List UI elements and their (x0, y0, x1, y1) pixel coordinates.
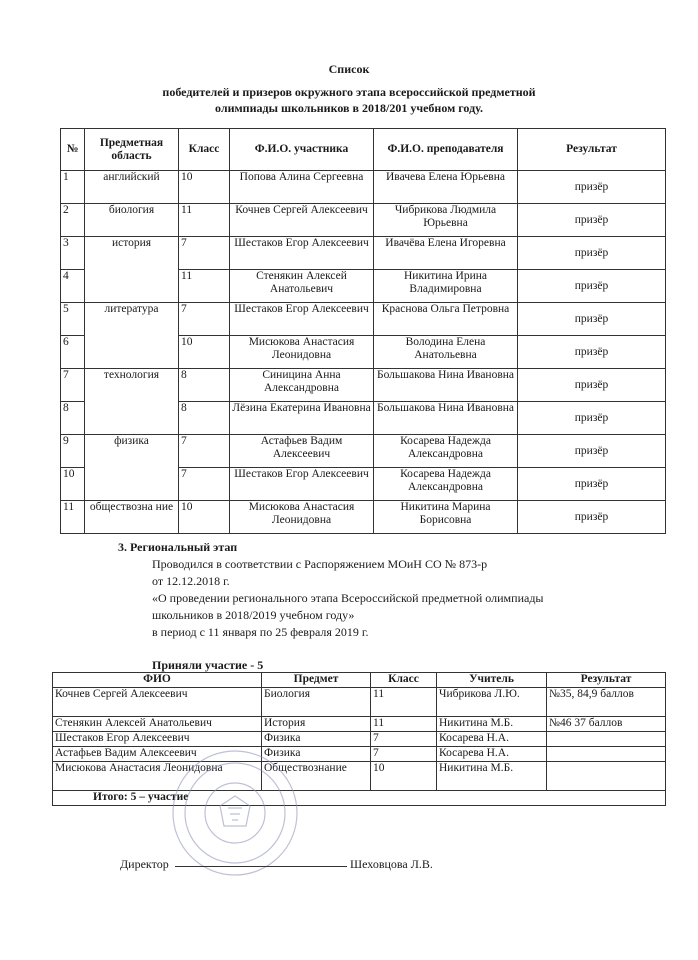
row-result: призёр (518, 171, 666, 204)
table-row (53, 732, 666, 747)
row-result: призёр (518, 303, 666, 336)
row-subject: Биология (262, 688, 371, 717)
row-subject: физика (85, 435, 179, 501)
row-grade: 10 (179, 336, 230, 369)
row-subject: литература (85, 303, 179, 369)
row-num: 11 (61, 501, 85, 534)
row-participant: Мисюкова Анастасия Леонидовна (230, 501, 374, 534)
row-grade: 7 (371, 747, 437, 762)
row-subject: История (262, 717, 371, 732)
section-line-4: школьников в 2018/2019 учебном году» (152, 608, 355, 622)
row-num: 10 (61, 468, 85, 501)
row-teacher: Косарева Н.А. (437, 732, 547, 747)
row-subject: Физика (262, 747, 371, 762)
row-teacher: Никитина М.Б. (437, 762, 547, 791)
participants-count: Приняли участие - 5 (152, 658, 264, 672)
row-teacher: Чибрикова Л.Ю. (437, 688, 547, 717)
row-grade: 11 (179, 270, 230, 303)
table-row (61, 171, 666, 204)
row-num: 7 (61, 369, 85, 402)
table-row (61, 237, 666, 270)
row-teacher: Ивачева Елена Юрьевна (374, 171, 518, 204)
doc-subtitle-2: олимпиады школьников в 2018/201 учебном году. (215, 101, 483, 115)
row-result: №35, 84,9 баллов (547, 688, 666, 717)
row-grade: 11 (371, 688, 437, 717)
row-grade: 10 (371, 762, 437, 791)
row-result (547, 747, 666, 762)
row-name: Стенякин Алексей Анатольевич (53, 717, 262, 732)
row-result: призёр (518, 204, 666, 237)
row-result (547, 762, 666, 791)
table-total-row (53, 791, 666, 806)
row-participant: Шестаков Егор Алексеевич (230, 303, 374, 336)
row-grade: 7 (179, 303, 230, 336)
row-result: призёр (518, 336, 666, 369)
total-text: Итого: 5 – участие (53, 791, 666, 806)
row-name: Кочнев Сергей Алексеевич (53, 688, 262, 717)
row-name: Астафьев Вадим Алексеевич (53, 747, 262, 762)
table-row (61, 204, 666, 237)
col-header-grade: Класс (179, 129, 230, 171)
col-header-teacher: Ф.И.О. преподавателя (374, 129, 518, 171)
row-grade: 10 (179, 171, 230, 204)
row-teacher: Краснова Ольга Петровна (374, 303, 518, 336)
row-result (547, 732, 666, 747)
row-result: призёр (518, 435, 666, 468)
row-num: 3 (61, 237, 85, 270)
row-participant: Кочнев Сергей Алексеевич (230, 204, 374, 237)
row-result: призёр (518, 402, 666, 435)
official-stamp (170, 748, 300, 878)
row-grade: 8 (179, 369, 230, 402)
col-header-result: Результат (547, 673, 666, 688)
section-line-2: от 12.12.2018 г. (152, 574, 230, 588)
col-header-participant: Ф.И.О. участника (230, 129, 374, 171)
row-subject: технология (85, 369, 179, 435)
section-line-5: в период с 11 января по 25 февраля 2019 г. (152, 625, 369, 639)
doc-subtitle-1: победителей и призеров окружного этапа всероссийской предметной (162, 85, 536, 99)
section-heading: 3. Региональный этап (118, 540, 238, 554)
director-name: Шеховцова Л.В. (350, 857, 433, 871)
row-participant: Шестаков Егор Алексеевич (230, 237, 374, 270)
row-participant: Шестаков Егор Алексеевич (230, 468, 374, 501)
row-num: 4 (61, 270, 85, 303)
row-subject: Физика (262, 732, 371, 747)
row-subject: Обществознание (262, 762, 371, 791)
signature-line (175, 866, 347, 867)
row-teacher: Большакова Нина Ивановна (374, 402, 518, 435)
row-subject: английский (85, 171, 179, 204)
col-header-num: № (61, 129, 85, 171)
row-subject: история (85, 237, 179, 303)
table-row (61, 501, 666, 534)
row-result: призёр (518, 468, 666, 501)
row-teacher: Володина Елена Анатольевна (374, 336, 518, 369)
row-result: призёр (518, 270, 666, 303)
row-teacher: Косарева Надежда Александровна (374, 468, 518, 501)
row-grade: 7 (179, 435, 230, 468)
row-result: призёр (518, 237, 666, 270)
row-participant: Синицина Анна Александровна (230, 369, 374, 402)
row-teacher: Чибрикова Людмила Юрьевна (374, 204, 518, 237)
col-header-name: ФИО (53, 673, 262, 688)
row-teacher: Косарева Надежда Александровна (374, 435, 518, 468)
row-teacher: Никитина Марина Борисовна (374, 501, 518, 534)
doc-title: Список (328, 62, 370, 76)
row-num: 8 (61, 402, 85, 435)
col-header-teacher: Учитель (437, 673, 547, 688)
row-grade: 7 (371, 732, 437, 747)
row-num: 2 (61, 204, 85, 237)
row-num: 9 (61, 435, 85, 468)
row-num: 6 (61, 336, 85, 369)
row-subject: обществозна ние (85, 501, 179, 534)
col-header-subject: Предмет (262, 673, 371, 688)
row-grade: 11 (179, 204, 230, 237)
row-grade: 7 (179, 468, 230, 501)
col-header-result: Результат (518, 129, 666, 171)
table-row (61, 303, 666, 336)
row-name: Мисюкова Анастасия Леонидовна (53, 762, 262, 791)
row-grade: 7 (179, 237, 230, 270)
row-teacher: Никитина М.Б. (437, 717, 547, 732)
director-label: Директор (120, 857, 169, 871)
winners-table (60, 128, 666, 534)
row-teacher: Большакова Нина Ивановна (374, 369, 518, 402)
col-header-grade: Класс (371, 673, 437, 688)
row-num: 5 (61, 303, 85, 336)
table-row (53, 717, 666, 732)
row-participant: Мисюкова Анастасия Леонидовна (230, 336, 374, 369)
section-line-3: «О проведении регионального этапа Всероссийской предметной олимпиады (152, 591, 544, 605)
row-participant: Попова Алина Сергеевна (230, 171, 374, 204)
row-grade: 10 (179, 501, 230, 534)
section-line-1: Проводился в соответствии с Распоряжением МОиН СО № 873-р (152, 557, 488, 571)
row-participant: Астафьев Вадим Алексеевич (230, 435, 374, 468)
table-row (53, 688, 666, 717)
row-grade: 8 (179, 402, 230, 435)
row-teacher: Косарева Н.А. (437, 747, 547, 762)
row-grade: 11 (371, 717, 437, 732)
row-participant: Стенякин Алексей Анатольевич (230, 270, 374, 303)
table-row (53, 762, 666, 791)
regional-table (52, 672, 666, 806)
row-participant: Лёзина Екатерина Ивановна (230, 402, 374, 435)
col-header-subject: Предметная область (85, 129, 179, 171)
row-teacher: Никитина Ирина Владимировна (374, 270, 518, 303)
row-result: призёр (518, 501, 666, 534)
row-num: 1 (61, 171, 85, 204)
row-result: №46 37 баллов (547, 717, 666, 732)
table-row (61, 435, 666, 468)
row-result: призёр (518, 369, 666, 402)
row-subject: биология (85, 204, 179, 237)
row-teacher: Ивачёва Елена Игоревна (374, 237, 518, 270)
table-row (61, 369, 666, 402)
table-row (53, 747, 666, 762)
row-name: Шестаков Егор Алексеевич (53, 732, 262, 747)
